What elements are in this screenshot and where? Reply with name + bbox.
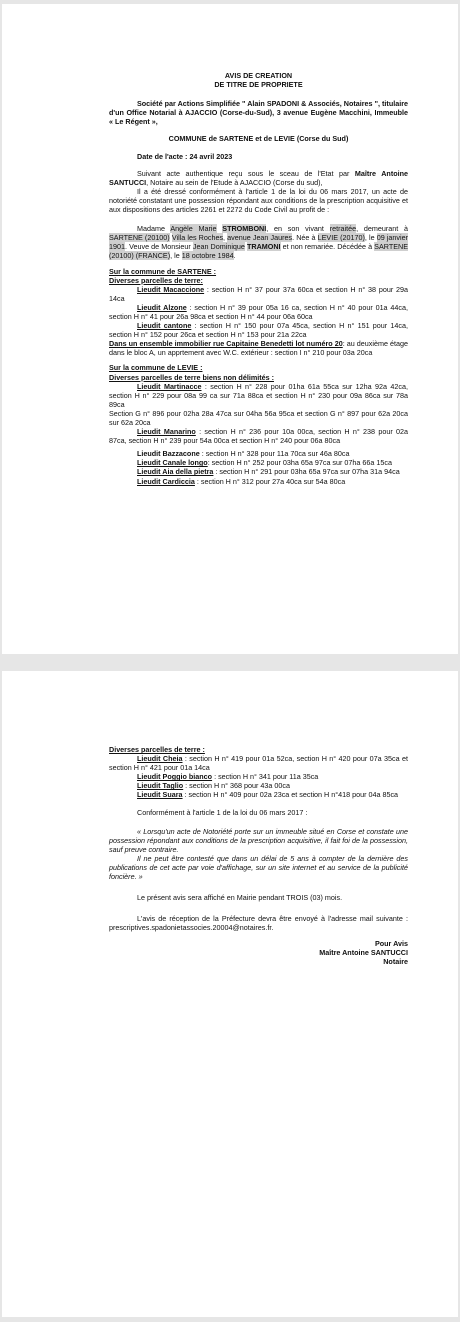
sartene-parcel-cantone: Lieudit cantone : section H n° 150 pour 07a 45ca, section H n° 151 pour 14ca, section H n° 152 pour 26ca et section H n° 153 pour 21a 22ca xyxy=(109,321,408,340)
legal-quote-1: « Lorsqu'un acte de Notoriété porte sur un immeuble situé en Corse et constate une possession répondant aux conditions de la prescription acquisitive, il fait foi de la possession, sauf preuve contraire. xyxy=(109,826,408,854)
levie-parcel-cardiccia: Lieudit Cardiccia : section H n° 312 pour 27a 40ca sur 54a 80ca xyxy=(137,476,346,486)
levie-parcel-section-g: Section G n° 896 pour 02ha 28a 47ca sur 04ha 56a 95ca et section G n° 897 pour 62a 20ca sur 62a 20ca xyxy=(109,408,408,427)
levie-subheading: Diverses parcelles de terre biens non délimités : xyxy=(109,372,274,382)
signature-name: Maître Antoine SANTUCCI xyxy=(319,947,408,957)
sartene-immeuble-benedetti: Dans un ensemble immobilier rue Capitaine Benedetti lot numéro 20: au deuxième étage dans le bloc A, un apprtement avec W.C. extérieur : section I n° 210 pour 03a 20ca xyxy=(109,339,409,358)
signature-pour-avis: Pour Avis xyxy=(374,938,408,948)
conformement-line: Conformément à l'article 1 de la loi du 06 mars 2017 : xyxy=(137,807,308,817)
levie-heading: Sur la commune de LEVIE : xyxy=(109,363,203,373)
notary-company: Société par Actions Simplifiée " Alain SPADONI & Associés, Notaires ", titulaire d'un Office Notarial à AJACCIO (Corse-du-Sud), 3 avenue Eugène Macchini, Immeuble « Le Régent », xyxy=(109,99,408,127)
levie-parcel-canale-longo: Lieudit Canale longo: section H n° 252 pour 03ha 65a 97ca sur 07ha 66a 15ca xyxy=(137,458,392,468)
levie-parcel-bazzacone: Lieudit Bazzacone : section H n° 328 pour 11a 70ca sur 46a 80ca xyxy=(137,449,350,459)
sartene-parcel-macaccione: Lieudit Macaccione : section H n° 37 pour 37a 60ca et section H n° 38 pour 29a 14ca xyxy=(109,284,408,303)
title-line-2: DE TITRE DE PROPRIETE xyxy=(214,80,303,90)
paragraph-notoriete: Il a été dressé conformément à l'article 1 de la loi du 06 mars 2017, un acte de notoriété constatant une possession répondant aux conditions de la prescription acquisitive et aux dispositions des articles 2261 et 2272 du Code Civil au profit de : xyxy=(109,186,408,215)
parcel-cheia: Lieudit Cheia : section H n° 419 pour 01a 52ca, section H n° 420 pour 07a 35ca et section H n° 421 pour 01a 14ca xyxy=(109,754,408,773)
communes-heading: COMMUNE de SARTENE et de LEVIE (Corse du Sud) xyxy=(168,134,349,144)
levie-parcel-martinacce: Lieudit Martinacce : section H n° 228 pour 01ha 61a 55ca sur 12ha 92a 42ca, section H n° 229 pour 08a 99 ca sur 71a 88ca et section H n° 230 pour 09a 86ca sur 78a 89ca xyxy=(109,381,408,409)
parcel-taglio: Lieudit Taglio : section H n° 368 pour 43a 00ca xyxy=(137,781,290,791)
avis-reception-line: L'avis de réception de la Préfecture devra être envoyé à l'adresse mail suivante : prescriptives.spadonietassocies.20004@notaires.fr. xyxy=(109,914,408,933)
paragraph-acte: Suivant acte authentique reçu sous le sceau de l'Etat par Maître Antoine SANTUCCI, Notaire au sein de l'Etude à AJACCIO (Corse du sud), xyxy=(109,168,408,187)
levie-parcel-manarino: Lieudit Manarino : section H n° 236 pour 10a 00ca, section H n° 238 pour 02a 87ca, section H n° 239 pour 54a 00ca et section H n° 240 pour 06a 80ca xyxy=(109,427,409,446)
document-page-2 xyxy=(2,671,458,1317)
act-date: Date de l'acte : 24 avril 2023 xyxy=(137,151,233,161)
parcel-suara: Lieudit Suara : section H n° 409 pour 02a 23ca et section H n°418 pour 04a 85ca xyxy=(137,790,399,800)
title-line-1: AVIS DE CREATION xyxy=(224,71,293,80)
sartene-parcel-alzone: Lieudit Alzone : section H n° 39 pour 05a 16 ca, section H n° 40 pour 01a 44ca, section H n° 41 pour 26a 98ca et section H n° 44 pour 06a 60ca xyxy=(109,302,408,321)
sartene-heading: Sur la commune de SARTENE : xyxy=(109,266,217,276)
sartene-subheading: Diverses parcelles de terre: xyxy=(109,275,203,285)
page-1-content xyxy=(109,71,408,486)
parcels-subheading: Diverses parcelles de terre : xyxy=(109,745,205,754)
affichage-line: Le présent avis sera affiché en Mairie pendant TROIS (03) mois. xyxy=(137,893,343,903)
parcel-poggio-bianco: Lieudit Poggio bianco : section H n° 341 pour 11a 35ca xyxy=(137,772,319,782)
legal-quote-2: Il ne peut être contesté que dans un délai de 5 ans à compter de la dernière des publications de cet acte par voie d'affichage, sur un site internet et au service de la publicité foncière. » xyxy=(109,853,408,882)
paragraph-beneficiary: Madame Angèle Marie STROMBONI, en son vivant retraitée, demeurant à SARTENE (20100) Villa les Roches, avenue Jean Jaures. Née à LEVIE (20170), le 09 janvier 1901. Veuve de Monsieur Jean Dominique TRAMONI et non remariée. Décédée à SARTENE (20100) (FRANCE), le 18 octobre 1984. xyxy=(109,224,408,261)
levie-parcel-aia-della-pietra: Lieudit Aia della pietra : section H n° 291 pour 03ha 65a 97ca sur 07ha 31a 94ca xyxy=(137,467,400,477)
signature-title: Notaire xyxy=(383,956,408,966)
page-2-content xyxy=(109,745,408,966)
document-page-1 xyxy=(2,4,458,654)
